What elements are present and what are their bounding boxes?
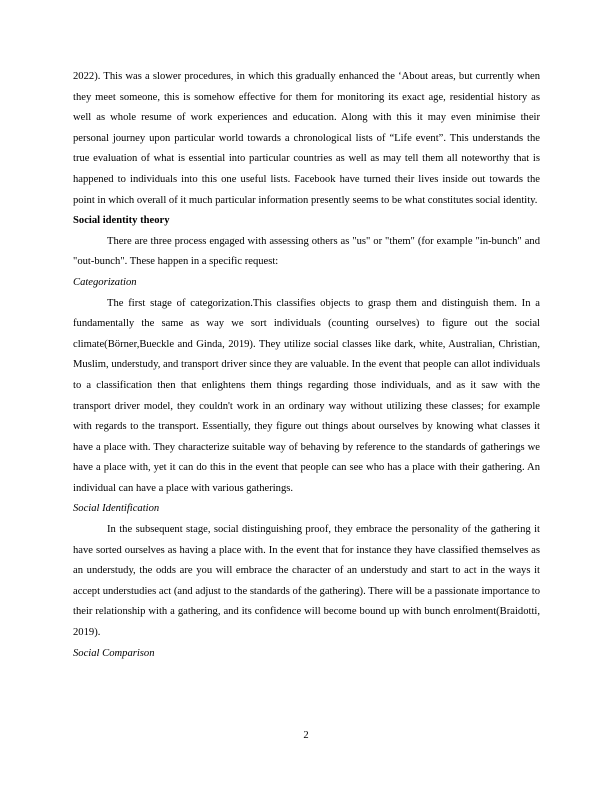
subheading-categorization: Categorization (73, 276, 137, 288)
subheading-social-identification: Social Identification (73, 503, 160, 515)
document-page (73, 67, 540, 664)
page-number: 2 (303, 730, 309, 741)
body-paragraph-social-identification: In the subsequent stage, social distinguishing proof, they embrace the personality of the gathering it have sorted ourselves as having a place with. In the event that for instance they have classified themselves as an understudy, the odds are you will embrace the character of an understudy and start to act in the ways it accept understudies act (and adjust to the standards of the gathering). There will be a passionate importance to their relationship with a gathering, and its confidence will become bound up with bunch enrolment(Braidotti, 2019). (73, 524, 540, 639)
subheading-social-comparison: Social Comparison (73, 647, 155, 659)
body-paragraph-three-processes: There are three process engaged with assessing others as "us" or "them" (for example "in-bunch" and "out-bunch". These happen in a specific request: (73, 235, 540, 268)
body-paragraph-categorization: The first stage of categorization.This classifies objects to grasp them and distinguish them. In a fundamentally the same as way we sort individuals (counting ourselves) to figure out the social climate(Börner,Bueckle and Ginda, 2019). They utilize social classes like dark, white, Australian, Christian, Muslim, understudy, and transport driver since they are valuable. In the event that people can allot individuals to a classification then that enlightens them things regarding those individuals, and as it saw with the transport driver model, they couldn't work in an ordinary way without utilizing these classes; for example with regards to the transport. Essentially, they figure out things about ourselves by knowing what classes it have a place with. They characterize suitable way of behaving by reference to the standards of gatherings we have a place with, yet it can do this in the event that people can see who has a place with their gathering. An individual can have a place with various gatherings. (73, 297, 540, 494)
section-heading-social-identity-theory: Social identity theory (73, 215, 170, 227)
body-paragraph-intro: 2022). This was a slower procedures, in which this gradually enhanced the ‘About areas, but currently when they meet someone, this is somehow effective for them for monitoring its exact age, residential history as well as whole resume of work experiences and education. Along with this it may even minimise their personal journey upon particular world towards a chronological lists of “Life event”. This understands the true evaluation of what is essential into particular countries as well as may tell them all noteworthy that is happened to individuals into this one useful lists. Facebook have turned their lives inside out towards the point in which overall of it much particular information presently seems to be what constitutes social identity. (73, 71, 540, 206)
